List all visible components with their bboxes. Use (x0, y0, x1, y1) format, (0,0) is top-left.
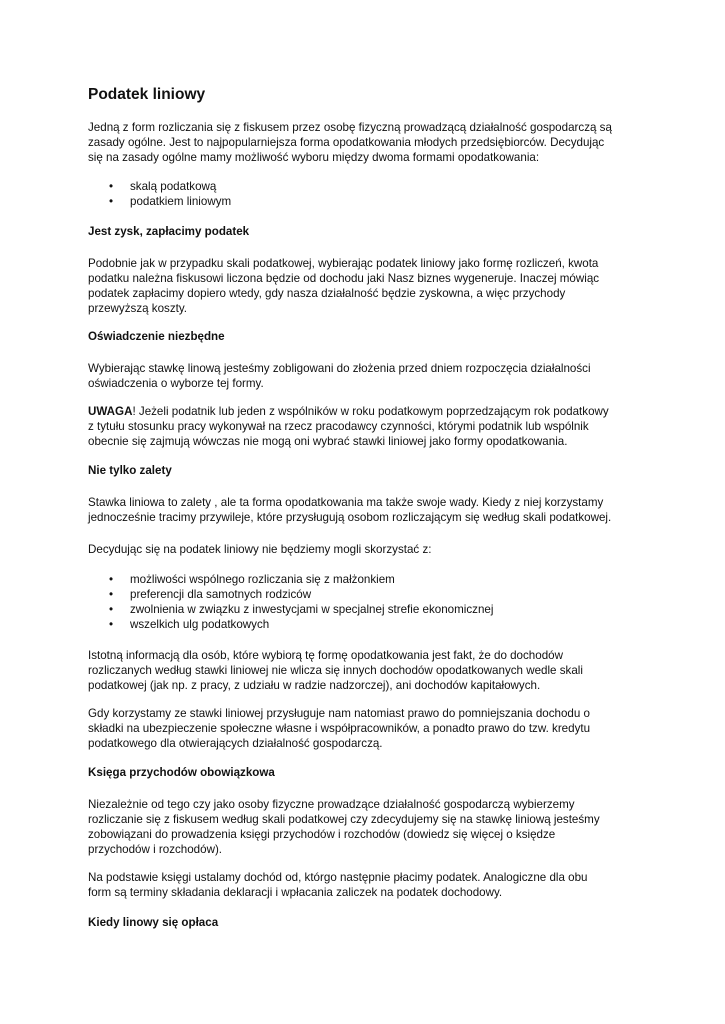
text-line: się na zasady ogólne mamy możliwość wyboru między dwoma formami opodatkowania: (88, 151, 540, 164)
text-line: oświadczenia o wyborze tej formy. (88, 377, 264, 390)
text-line: Na podstawie księgi ustalamy dochód od, którgo następnie płacimy podatek. Analogiczne dla obu (88, 871, 588, 884)
text-line: przewyższą koszty. (88, 302, 187, 315)
document-title: Podatek liniowy (88, 86, 206, 103)
text-line: przychodów i rozchodów). (88, 843, 223, 856)
bullet-icon: • (108, 588, 114, 601)
text-line: obecnie się zajmują wówczas nie mogą oni wybrać stawki liniowej jako formy opodatkowania. (88, 435, 568, 448)
section-heading: Oświadczenie niezbędne (88, 330, 225, 343)
excluded-benefits-list (88, 572, 648, 632)
paragraph (88, 648, 648, 693)
text-line: rozliczanych według stawki liniowej nie wlicza się innych dochodów opodatkowanych wedle skali (88, 664, 583, 677)
paragraph (88, 870, 648, 900)
text-line: zobowiązani do prowadzenia księgi przychodów i rozchodów (dowiedz się więcej o księdze (88, 828, 556, 841)
text-line: Jedną z form rozliczania się z fiskusem przez osobę fizyczną prowadzącą działalność gospodarczą są (88, 121, 612, 134)
bullet-icon: • (108, 180, 114, 193)
list-item: • podatkiem liniowym (88, 194, 648, 209)
text-line: Niezależnie od tego czy jako osoby fizyczne prowadzące działalność gospodarczą wybierzemy (88, 798, 575, 811)
bullet-icon: • (108, 618, 114, 631)
text-line: Gdy korzystamy ze stawki liniowej przysługuje nam natomiast prawo do pomniejszania dochodu o (88, 707, 590, 720)
text-line: Stawka liniowa to zalety , ale ta forma opodatkowania ma także swoje wady. Kiedy z niej korzystamy (88, 496, 604, 509)
text-line: Podobnie jak w przypadku skali podatkowej, wybierając podatek liniowy jako formę rozliczeń, kwota (88, 257, 599, 270)
section-heading: Jest zysk, zapłacimy podatek (88, 225, 250, 238)
text-line: składki na ubezpieczenie społeczne własne i współpracowników, a ponadto prawo do tzw. kredytu (88, 722, 591, 735)
paragraph (88, 495, 648, 525)
list-item: • zwolnienia w związku z inwestycjami w specjalnej strefie ekonomicznej (88, 602, 648, 617)
paragraph (88, 256, 648, 316)
list-item: • wszelkich ulg podatkowych (88, 617, 648, 632)
paragraph (88, 797, 648, 857)
paragraph (88, 361, 648, 391)
paragraph (88, 542, 648, 557)
text-line: ! Jeżeli podatnik lub jeden z wspólników w roku podatkowym poprzedzającym rok podatkowy (132, 405, 609, 418)
warning-paragraph (88, 404, 648, 449)
text-line: zasady ogólne. Jest to najpopularniejsza forma opodatkowania młodych przedsiębiorców. Decydując (88, 136, 605, 149)
text-line: z tytułu stosunku pracy wykonywał na rzecz pracodawcy czynności, którymi podatnik lub wspólnik (88, 420, 589, 433)
text-line: form są terminy składania deklaracji i wpłacania zaliczek na podatek dochodowy. (88, 886, 503, 899)
list-item: • możliwości wspólnego rozliczania się z małżonkiem (88, 572, 648, 587)
list-item: • skalą podatkową (88, 179, 648, 194)
text-line: Decydując się na podatek liniowy nie będziemy mogli skorzystać z: (88, 543, 432, 556)
bullet-icon: • (108, 603, 114, 616)
paragraph (88, 706, 648, 751)
intro-paragraph (88, 120, 648, 165)
tax-form-list (88, 179, 648, 209)
text-line: Wybierając stawkę linową jesteśmy zobligowani do złożenia przed dniem rozpoczęcia działalności (88, 362, 591, 375)
section-heading: Kiedy linowy się opłaca (88, 916, 219, 929)
text-line: rozliczanie się z fiskusem według skali podatkowej czy zdecydujemy się na stawkę liniową jesteśmy (88, 813, 600, 826)
section-heading: Nie tylko zalety (88, 464, 172, 477)
section-heading: Księga przychodów obowiązkowa (88, 766, 275, 779)
bullet-icon: • (108, 195, 114, 208)
text-line: podatkowego dla otwierających działalność gospodarczą. (88, 737, 383, 750)
warning-label: UWAGA (88, 405, 133, 418)
text-line: podatkowej (jak np. z pracy, z udziału w radzie nadzorczej), ani dochodów kapitałowych. (88, 679, 541, 692)
text-line: podatek zapłacimy dopiero wtedy, gdy nasza działalność będzie zyskowna, a więc przychody (88, 287, 566, 300)
bullet-icon: • (108, 573, 114, 586)
text-line: podatku należna fiskusowi liczona będzie od dochodu jaki Nasz biznes wygeneruje. Inaczej mówiąc (88, 272, 600, 285)
list-item: • preferencji dla samotnych rodziców (88, 587, 648, 602)
text-line: Istotną informacją dla osób, które wybiorą tę formę opodatkowania jest fakt, że do dochodów (88, 649, 563, 662)
text-line: jednocześnie tracimy przywileje, które przysługują osobom rozliczającym się według skali podatkowej. (88, 511, 612, 524)
